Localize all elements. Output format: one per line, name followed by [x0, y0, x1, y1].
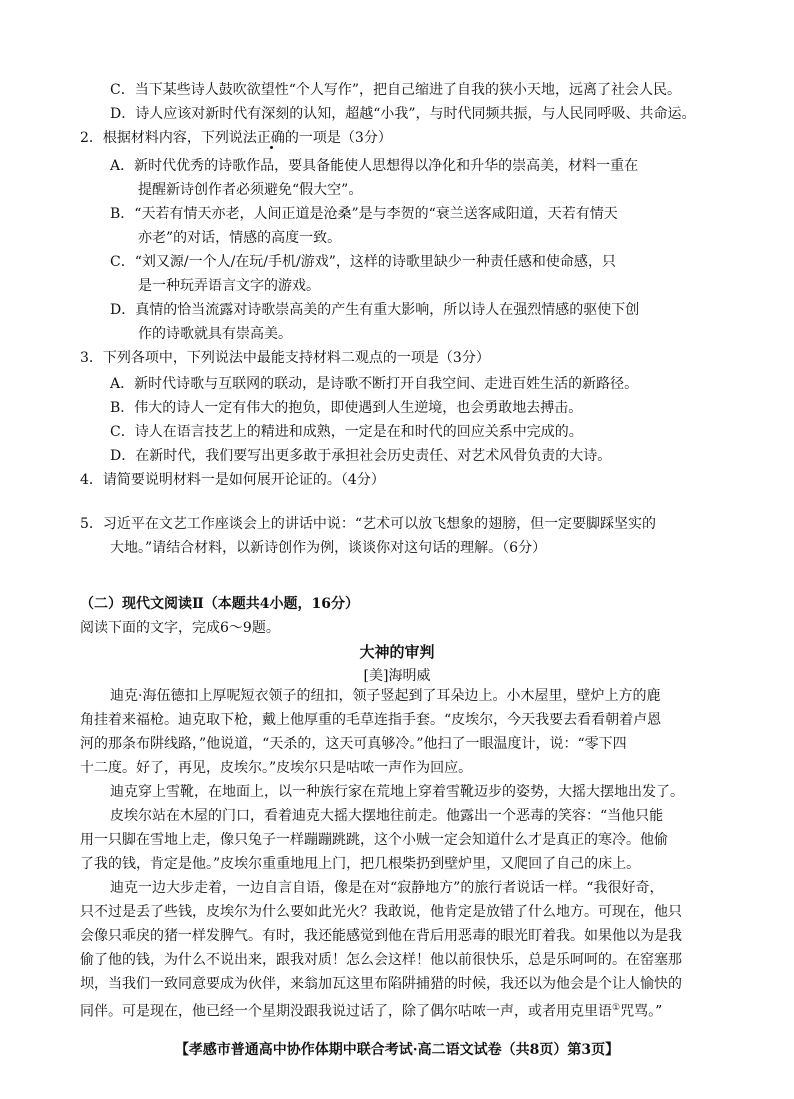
q5-stem-line2: 大地。”请结合材料，以新诗创作为例，谈谈你对这句话的理解。（6分）	[110, 540, 547, 556]
story-line: 偷了他的钱，为什么不说出来，跟我对质！怎么会这样！他以前很快乐，总是乐呵呵的。在窑塞那	[80, 952, 682, 968]
q3-option-c: C．诗人在语言技艺上的精进和成熟，一定是在和时代的回应关系中完成的。	[110, 424, 583, 440]
q1-option-c: C．当下某些诗人鼓吹欲望性“个人写作”，把自己缩进了自我的狭小天地，远离了社会人民。	[110, 82, 682, 98]
q2-option-c-line1: C．“刘又源/一个人/在玩/手机/游戏”，这样的诗歌里缺少一种责任感和使命感，只	[110, 254, 616, 270]
story-line: 只不过是丢了些钱，皮埃尔为什么要如此光火？我敢说，他肯定是放错了什么地方。可现在，他只	[80, 904, 682, 920]
story-line: 迪克穿上雪靴，在地面上，以一种族行家在荒地上穿着雪靴迈步的姿势，大摇大摆地出发了。	[110, 784, 684, 800]
q2-option-d-line2: 作的诗歌就具有崇高美。	[138, 326, 292, 342]
story-line: 角挂着来福枪。迪克取下枪，戴上他厚重的毛草连指手套。“皮埃尔，今天我要去看看朝着卢恩	[80, 712, 662, 728]
q3-option-a: A．新时代诗歌与互联网的联动，是诗歌不断打开自我空间、走进百姓生活的新路径。	[110, 376, 639, 392]
story-line-last	[80, 998, 662, 1022]
q3-option-b: B．伟大的诗人一定有伟大的抱负，即使遇到人生逆境，也会勇敢地去搏击。	[110, 400, 583, 416]
story-title: 大神的审判	[359, 643, 435, 661]
q3-stem: 3．下列各项中，下列说法中最能支持材料二观点的一项是（3分）	[80, 350, 490, 366]
story-line: 迪克一边大步走着，一边自言自语，像是在对“寂静地方”的旅行者说话一样。“我很好奇，	[110, 880, 664, 896]
q2-option-b-line1: B．“天若有情天亦老，人间正道是沧桑”是与李贺的“衰兰送客咸阳道，天若有情天	[110, 206, 618, 222]
q2-stem-post: 的一项是（3分）	[284, 130, 392, 146]
q2-option-c-line2: 是一种玩弄语言文字的游戏。	[138, 278, 320, 294]
q2-stem	[80, 128, 392, 148]
q2-stem-pre: 2．根据材料内容，下列说法	[80, 130, 257, 146]
story-line: 坝，当我们一致同意要成为伙伴，来翁加瓦这里布陷阱捕猎的时候，我还以为他会是个让人愉快的	[80, 976, 682, 992]
q4-stem: 4．请简要说明材料一是如何展开论证的。（4分）	[80, 472, 385, 488]
q2-option-a-line2: 提醒新诗创作者必须避免“假大空”。	[138, 182, 363, 198]
story-line: 会像只乖戾的猪一样发脾气。有时，我还能感觉到他在背后用恶毒的眼光盯着我。如果他以为是我	[80, 928, 682, 944]
story-line: 十二度。好了，再见，皮埃尔。”皮埃尔只是咕哝一声作为回应。	[80, 760, 473, 776]
q5-stem-line1: 5．习近平在文艺工作座谈会上的讲话中说：“艺术可以放飞想象的翅膀，但一定要脚踩坚实的	[80, 516, 657, 532]
story-line: 皮埃尔站在木屋的门口，看着迪克大摇大摆地往前走。他露出一个恶毒的笑容：“当他只能	[110, 808, 664, 824]
q3-option-d: D．在新时代，我们要写出更多敢于承担社会历史责任、对艺术风骨负责的大诗。	[110, 448, 612, 464]
page-footer: 【孝感市普通高中协作体期中联合考试·高二语文试卷（共8页）第3页】	[174, 1042, 620, 1058]
q1-option-d: D．诗人应该对新时代有深刻的认知，超越“小我”，与时代同频共振，与人民同呼吸、共命运。	[110, 106, 696, 122]
story-line: 用一只脚在雪地上走，像只兔子一样蹦蹦跳跳，这个小贼一定会知道什么才是真正的寒冷。他偷	[80, 832, 668, 848]
footnote-mark: ①	[612, 1003, 621, 1013]
section-instruction: 阅读下面的文字，完成6～9题。	[80, 620, 280, 636]
story-line-text-end: 咒骂。”	[620, 1003, 663, 1020]
q2-stem-emphasis: 正确	[256, 130, 285, 146]
story-line: 迪克·海伍德扣上厚呢短衣领子的纽扣，领子竖起到了耳朵边上。小木屋里，壁炉上方的鹿	[110, 688, 661, 704]
story-line: 河的那条布阱线路，”他说道，“天杀的，这天可真够冷。”他扫了一眼温度计，说：“零下四	[80, 736, 627, 752]
q2-option-b-line2: 亦老”的对话，情感的高度一致。	[138, 230, 342, 246]
q2-option-d-line1: D．真情的恰当流露对诗歌崇高美的产生有重大影响，所以诗人在强烈情感的驱使下创	[110, 302, 640, 318]
story-line-text: 同伴。可是现在，他已经一个星期没跟我说过话了，除了偶尔咕哝一声，或者用克里语	[80, 1003, 612, 1020]
q2-option-a-line1: A．新时代优秀的诗歌作品，要具备能使人思想得以净化和升华的崇高美，材料一重在	[110, 158, 639, 174]
story-author: [美]海明威	[363, 668, 431, 684]
section-heading: （二）现代文阅读Ⅱ（本题共4小题，16分）	[80, 596, 360, 612]
story-line: 了我的钱，肯定是他。”皮埃尔重重地甩上门，把几根柴扔到壁炉里，又爬回了自己的床上。	[80, 856, 641, 872]
